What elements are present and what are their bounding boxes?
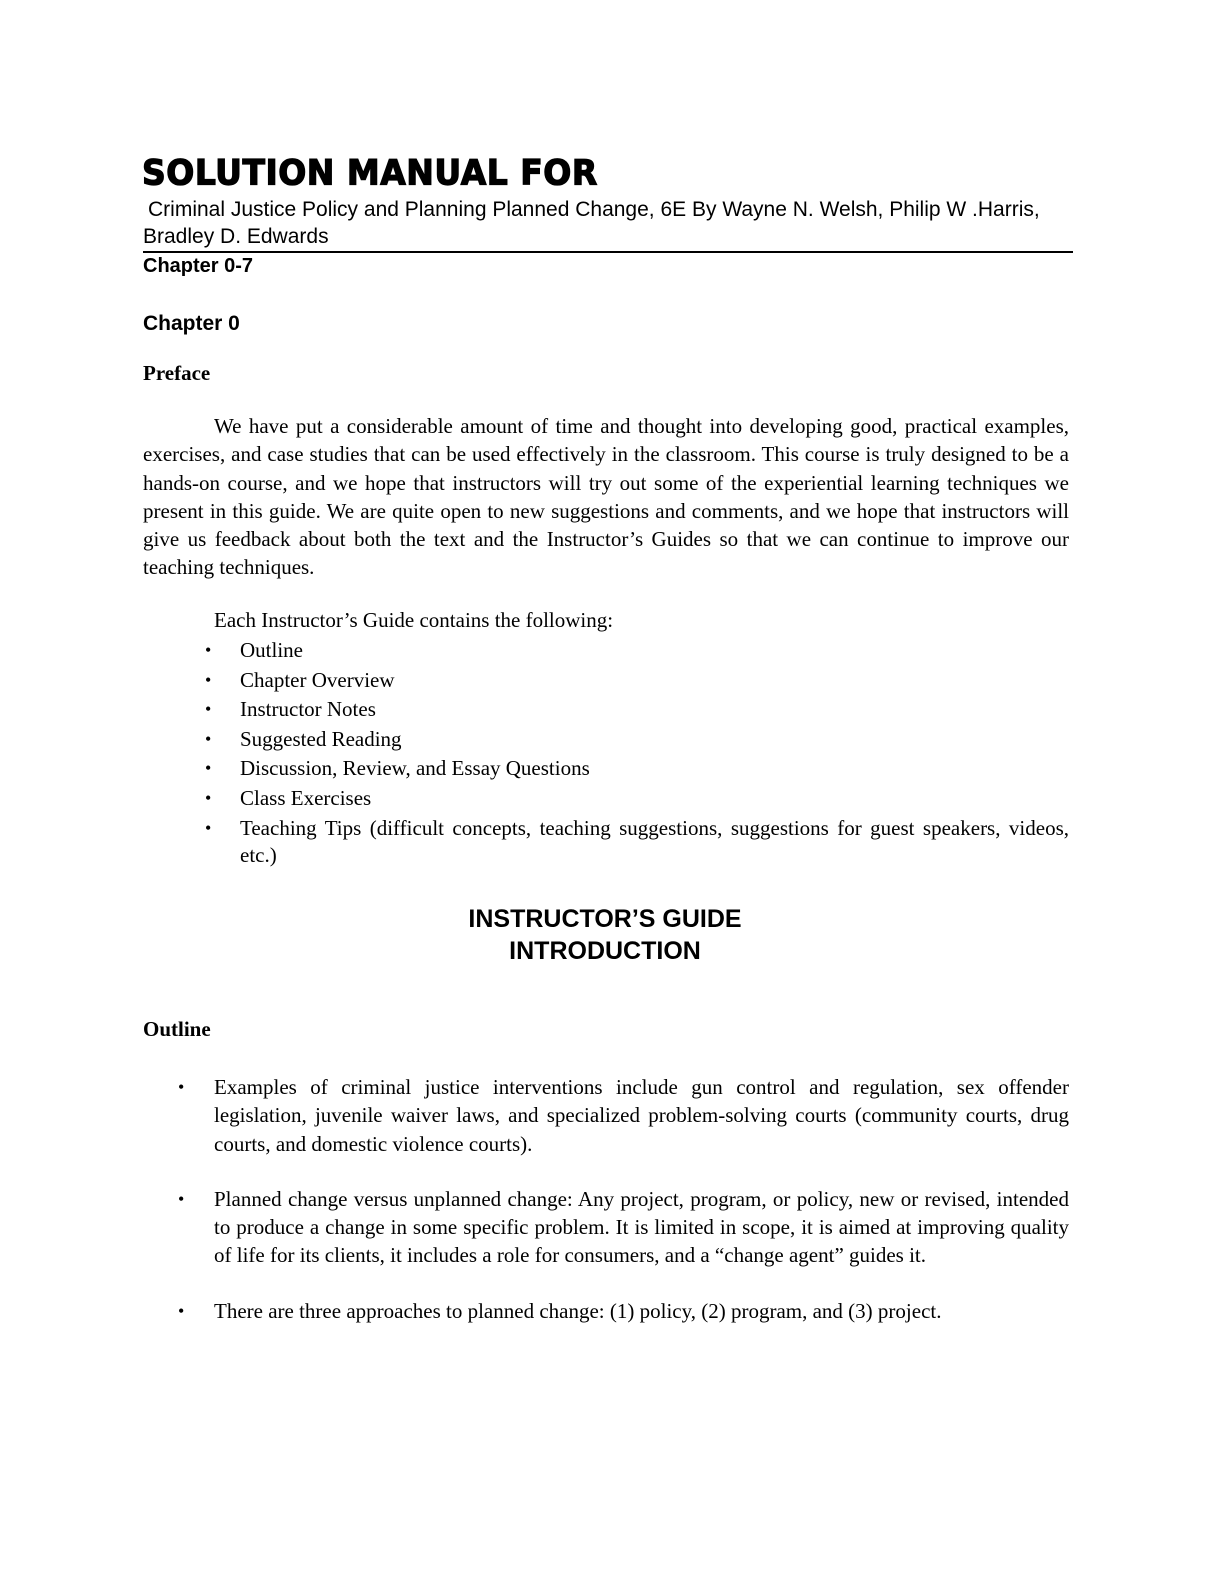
preface-heading: Preface <box>143 361 211 385</box>
bullet-icon: • <box>178 1188 185 1209</box>
bullet-icon: • <box>205 699 212 720</box>
bullet-icon: • <box>178 1300 185 1321</box>
bullet-icon: • <box>205 669 212 690</box>
list-item-text: Instructor Notes <box>240 697 376 722</box>
list-item-text: Teaching Tips (difficult concepts, teaching suggestions, suggestions for guest speakers, videos, etc.) <box>240 815 1069 867</box>
list-item-text: Chapter Overview <box>240 667 395 692</box>
bullet-icon: • <box>205 817 212 838</box>
document-title: SOLUTION MANUAL FOR <box>142 152 598 193</box>
list-item-text: Class Exercises <box>240 785 372 810</box>
bullet-icon: • <box>205 640 212 660</box>
bullet-icon: • <box>205 758 212 779</box>
list-item <box>170 1185 1069 1270</box>
guide-contents-list <box>197 637 1069 871</box>
list-item-text: Suggested Reading <box>240 726 402 751</box>
list-item-text: There are three approaches to planned change: (1) policy, (2) program, and (3) project. <box>214 1298 942 1323</box>
document-subtitle <box>143 196 1073 250</box>
list-item <box>170 1073 1069 1158</box>
section-heading-line2: INTRODUCTION <box>509 937 701 965</box>
bullet-icon: • <box>178 1077 185 1097</box>
list-item <box>197 667 1069 694</box>
outline-heading: Outline <box>143 1017 211 1041</box>
list-item <box>197 696 1069 723</box>
subtitle-text: Criminal Justice Policy and Planning Planned Change, 6E By Wayne N. Welsh, Philip W .Harris, Bradley D. Edwards <box>143 198 1040 248</box>
list-item <box>197 755 1069 782</box>
list-item <box>197 726 1069 753</box>
list-item-text: Examples of criminal justice interventions include gun control and regulation, sex offender legislation, juvenile waiver laws, and specialized problem-solving courts (community courts, drug courts, and domestic violence courts). <box>214 1075 1069 1156</box>
list-item-text: Outline <box>240 638 303 662</box>
list-item <box>170 1297 1069 1325</box>
bullet-icon: • <box>205 728 212 749</box>
guide-contents-intro: Each Instructor’s Guide contains the following: <box>214 608 614 632</box>
title-rule <box>143 251 1073 253</box>
outline-list <box>170 1073 1069 1325</box>
chapter-range: Chapter 0-7 <box>143 255 254 277</box>
list-item <box>197 637 1069 664</box>
chapter-heading: Chapter 0 <box>143 312 240 335</box>
list-item <box>197 785 1069 812</box>
list-item-text: Discussion, Review, and Essay Questions <box>240 756 590 781</box>
preface-paragraph: We have put a considerable amount of time and thought into developing good, practical examples, exercises, and case studies that can be used effectively in the classroom. This course is truly designed to be a hands-on course, and we hope that instructors will try out some of the experiential learning techniques we present in this guide. We are quite open to new suggestions and comments, and we hope that instructors will give us feedback about both the text and the Instructor’s Guides so that we can continue to improve our teaching techniques. <box>143 414 1069 580</box>
section-heading-line1: INSTRUCTOR’S GUIDE <box>468 905 742 933</box>
bullet-icon: • <box>205 787 212 808</box>
list-item <box>197 815 1069 869</box>
list-item-text: Planned change versus unplanned change: Any project, program, or policy, new or revised, intended to produce a change in some specific problem. It is limited in scope, it is aimed at improving quality of life for its clients, it includes a role for consumers, and a “change agent” guides it. <box>214 1186 1069 1268</box>
